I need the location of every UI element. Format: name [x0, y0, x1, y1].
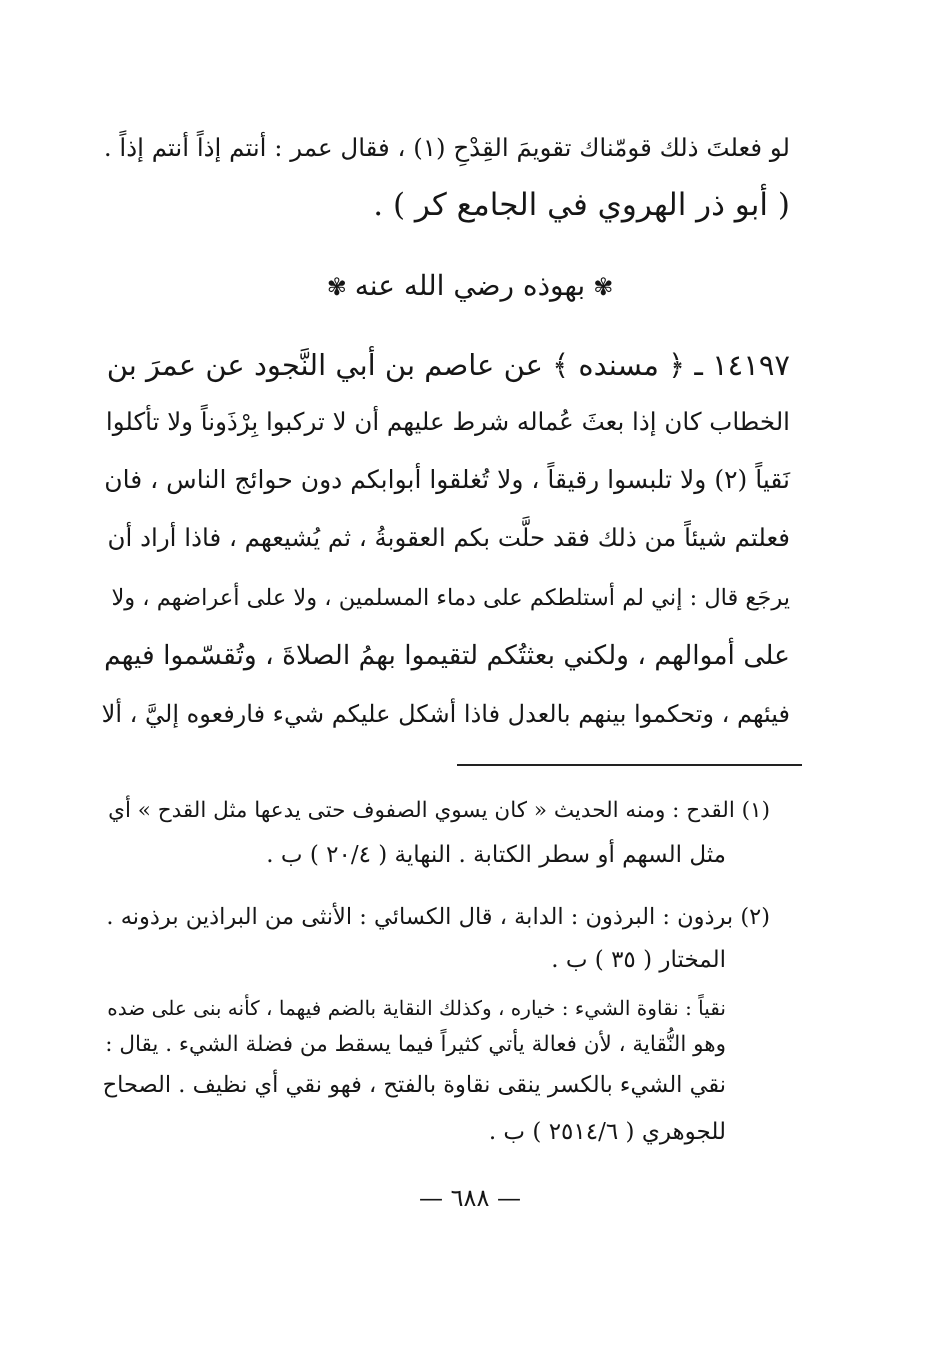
footnote-3-line-3: نقي الشيء بالكسر ينقى نقاوة بالفتح ، فهو نقي أي نظيف . الصحاح	[102, 1072, 726, 1098]
footnote-3-line-4: للجوهري ( ٢٥١٤/٦ ) ب .	[488, 1119, 726, 1145]
top-passage-line-1: لو فعلتَ ذلك قومّناك تقويمَ القِدْحِ (١) ، فقال عمر : أنتم إذاً أنتم إذاً .	[103, 133, 790, 162]
footnote-2-line-2: المختار ( ٣٥ ) ب .	[551, 947, 726, 973]
section-heading	[0, 264, 940, 309]
hadith-line-7: فيئهم ، وتحكموا بينهم بالعدل فاذا أشكل عليكم شيء فارفعوه إليَّ ، ألا	[101, 700, 790, 728]
section-heading-text: بهوذه رضي الله عنه	[354, 269, 586, 302]
hadith-line-5: يرجَع قال : إني لم أستلطكم على دماء المسلمين ، ولا على أعراضهم ، ولا	[111, 585, 790, 611]
ornament-star-icon: ✾	[593, 273, 614, 301]
page-number: — ٦٨٨ —	[419, 1184, 521, 1212]
hadith-line-1: ١٤١٩٧ ـ ﴿ مسنده ﴾ عن عاصم بن أبي النَّجود عن عمرَ بن	[106, 348, 790, 382]
top-passage-line-2: ( أبو ذر الهروي في الجامع كر ) .	[373, 187, 790, 223]
footnote-3-line-1: نقياً : نقاوة الشيء : خياره ، وكذلك النقاية بالضم فيهما ، كأنه بنى على ضده	[107, 996, 726, 1020]
footnote-2-line-1: (٢) برذون : البرذون : الدابة ، قال الكسائي : الأنثى من البراذين برذونه .	[106, 904, 770, 930]
hadith-line-4: فعلتم شيئاً من ذلك فقد حلَّت بكم العقوبةُ ، ثم يُشيعهم ، فاذا أراد أن	[107, 523, 790, 552]
footnote-separator	[457, 764, 802, 766]
footnote-1-line-1: (١) القدح : ومنه الحديث « كان يسوي الصفوف حتى يدعها مثل القدح » أي	[108, 798, 770, 823]
ornament-star-icon: ✾	[326, 273, 347, 301]
footnote-1-line-2: مثل السهم أو سطر الكتابة . النهاية ( ٢٠/٤ ) ب .	[266, 842, 726, 868]
hadith-line-3: نَقياً (٢) ولا تلبسوا رقيقاً ، ولا تُغلقوا أبوابكم دون حوائج الناس ، فان	[104, 465, 790, 494]
footnote-3-line-2: وهو النُّقاية ، لأن فعالة يأتي كثيراً فيما يسقط من فضلة الشيء . يقال :	[105, 1032, 726, 1057]
hadith-line-6: على أموالهم ، ولكني بعثتُكم لتقيموا بهمُ الصلاةَ ، وتُقسّموا فيهم	[104, 640, 790, 671]
hadith-line-2: الخطاب كان إذا بعثَ عُماله شرط عليهم أن لا تركبوا بِرْذَوناً ولا تأكلوا	[105, 407, 790, 436]
